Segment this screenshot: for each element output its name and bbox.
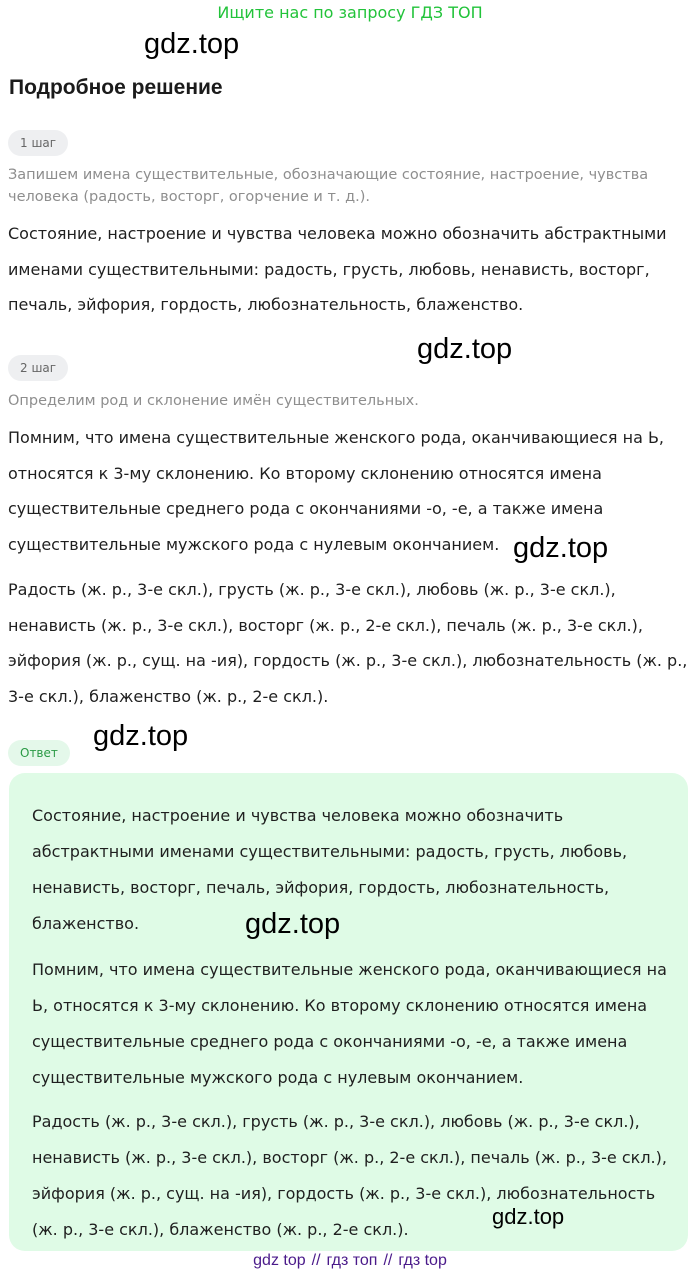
step-1-paragraph: Состояние, настроение и чувства человека можно обозначить абстрактными именами существительными: радость, грусть, любовь, ненависть, восторг, печаль, эйфория, гордость, любознательность, блаженство. [8, 224, 667, 315]
footer-link[interactable]: гдз top [398, 1252, 447, 1269]
step-1-badge: 1 шаг [8, 130, 68, 156]
footer-separator: // [383, 1252, 393, 1269]
footer-links [0, 1252, 700, 1270]
answer-paragraph-1: Состояние, настроение и чувства человека можно обозначить абстрактными именами существительными: радость, грусть, любовь, ненависть, восторг, печаль, эйфория, гордость, любознательность, блаженство. [32, 806, 628, 933]
step-2-paragraph-2: Радость (ж. р., 3-е скл.), грусть (ж. р., 3-е скл.), любовь (ж. р., 3-е скл.), ненависть (ж. р., 3-е скл.), восторг (ж. р., 2-е скл.), печаль (ж. р., 3-е скл.), эйфория (ж. р., сущ. на -ия), гордость (ж. р., 3-е скл.), любознательность (ж. р., 3-е скл.), блаженство (ж. р., 2-е скл.). [8, 580, 688, 706]
footer-separator: // [311, 1252, 321, 1269]
step-2-badge: 2 шаг [8, 355, 68, 381]
watermark: gdz.top [492, 1204, 565, 1229]
page-title: Подробное решение [9, 76, 223, 99]
footer-link[interactable]: gdz top [253, 1252, 306, 1269]
step-2-hint: Определим род и склонение имён существительных. [8, 393, 419, 409]
step-1-hint: Запишем имена существительные, обозначающие состояние, настроение, чувства человека (радость, восторг, огорчение и т. д.). [8, 167, 649, 205]
step-2-paragraph-1: Помним, что имена существительные женского рода, оканчивающиеся на Ь, относятся к 3-му склонению. Ко второму склонению относятся имена существительные среднего рода с окончаниями -о, -е, а также имена существительные мужского рода с нулевым окончанием. [8, 428, 665, 554]
watermark: gdz.top [245, 908, 341, 940]
answer-paragraph-3: Радость (ж. р., 3-е скл.), грусть (ж. р., 3-е скл.), любовь (ж. р., 3-е скл.), ненависть (ж. р., 3-е скл.), восторг (ж. р., 2-е скл.), печаль (ж. р., 3-е скл.), эйфория (ж. р., сущ. на -ия), гордость (ж. р., 3-е скл.), любознательность (ж. р., 3-е скл.), блаженство (ж. р., 2-е скл.). [32, 1112, 667, 1239]
answer-paragraph-2: Помним, что имена существительные женского рода, оканчивающиеся на Ь, относятся к 3-му склонению. Ко второму склонению относятся имена существительные среднего рода с окончаниями -о, -е, а также имена существительные мужского рода с нулевым окончанием. [32, 960, 667, 1087]
watermark: gdz.top [93, 720, 189, 752]
search-banner: Ищите нас по запросу ГДЗ ТОП [217, 3, 483, 22]
watermark: gdz.top [513, 532, 609, 564]
footer-link[interactable]: гдз топ [326, 1252, 378, 1269]
watermark: gdz.top [417, 333, 513, 365]
answer-badge: Ответ [8, 740, 70, 766]
watermark: gdz.top [144, 28, 240, 60]
